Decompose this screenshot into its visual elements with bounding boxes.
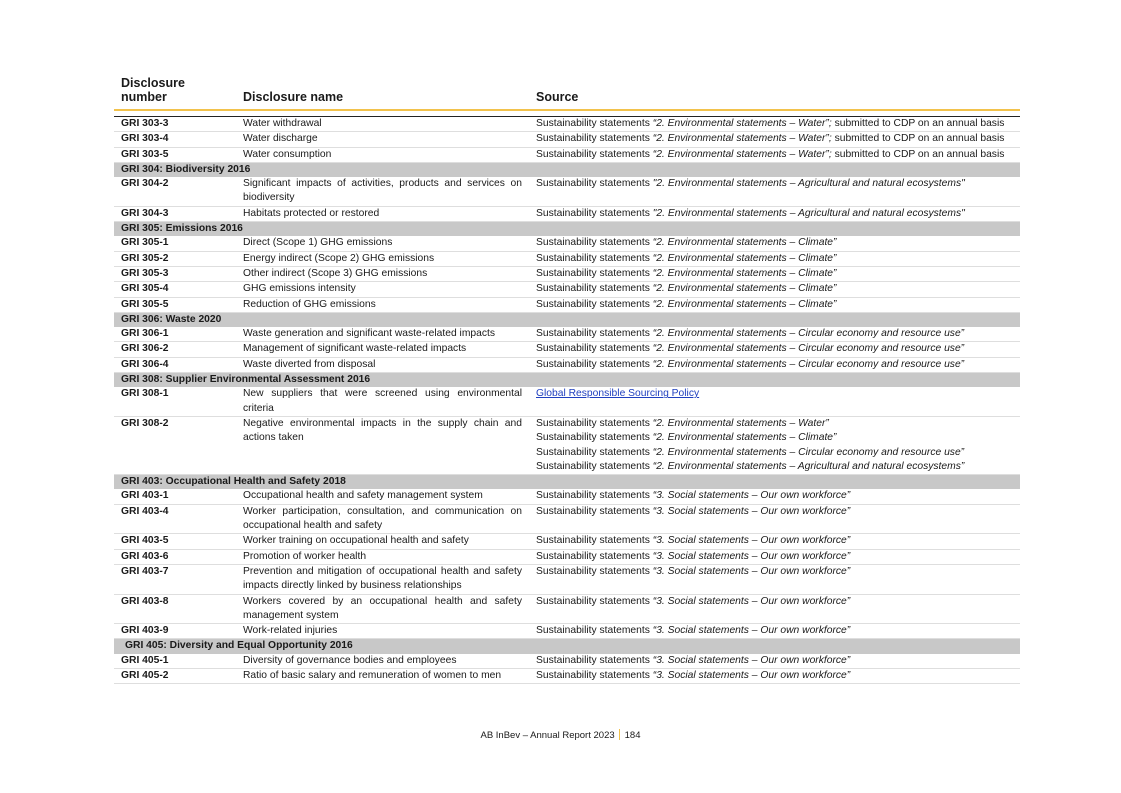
source-cell [529,668,1020,683]
header-disclosure-name: Disclosure name [236,72,529,110]
source-cell [529,654,1020,669]
gri-index-table [114,72,1020,684]
source-cell [529,117,1020,132]
source-cell [529,206,1020,221]
disclosure-name: Other indirect (Scope 3) GHG emissions [236,266,529,281]
table-body [114,110,1020,684]
source-reference: “3. Social statements – Our own workforce” [652,669,851,681]
source-cell [529,549,1020,564]
disclosure-name: Management of significant waste-related impacts [236,342,529,357]
disclosure-number: GRI 403-6 [114,549,236,564]
disclosure-number: GRI 304-2 [114,177,236,206]
source-cell [529,489,1020,504]
source-reference: “2. Environmental statements – Climate” [652,237,837,249]
section-header-row [114,373,1020,388]
source-reference: "2. Environmental statements – Agricultural and natural ecosystems" [652,207,965,219]
source-prefix: Sustainability statements [536,446,653,458]
table-row [114,668,1020,683]
table-row [114,297,1020,312]
page-footer [0,729,1121,741]
disclosure-number: GRI 305-5 [114,297,236,312]
disclosure-number: GRI 308-2 [114,416,236,474]
table-row [114,266,1020,281]
source-reference: “2. Environmental statements – Climate” [652,267,837,279]
table-row [114,549,1020,564]
source-reference: “3. Social statements – Our own workforce” [652,550,851,562]
source-cell [529,297,1020,312]
source-prefix: Sustainability statements [536,490,653,502]
source-reference: “2. Environmental statements – Water”; [652,148,832,160]
source-reference: “2. Environmental statements – Water” [652,417,829,429]
disclosure-number: GRI 304-3 [114,206,236,221]
source-cell [529,624,1020,639]
source-cell [529,177,1020,206]
table-row [114,327,1020,342]
disclosure-name: Water consumption [236,147,529,162]
disclosure-number: GRI 305-3 [114,266,236,281]
source-cell [529,236,1020,251]
section-title: GRI 304: Biodiversity 2016 [114,162,1020,177]
section-title: GRI 308: Supplier Environmental Assessment 2016 [114,373,1020,388]
disclosure-number: GRI 306-1 [114,327,236,342]
disclosure-name: Ratio of basic salary and remuneration of women to men [236,668,529,683]
source-prefix: Sustainability statements [536,654,653,666]
disclosure-name: Promotion of worker health [236,549,529,564]
disclosure-name: Worker training on occupational health and safety [236,534,529,549]
source-prefix: Sustainability statements [536,358,653,370]
disclosure-number: GRI 403-9 [114,624,236,639]
section-title: GRI 405: Diversity and Equal Opportunity 2016 [114,639,1020,654]
disclosure-name: Significant impacts of activities, products and services on biodiversity [236,177,529,206]
source-prefix: Sustainability statements [536,267,653,279]
source-reference: “2. Environmental statements – Climate” [652,252,837,264]
disclosure-number: GRI 403-5 [114,534,236,549]
table-row [114,282,1020,297]
disclosure-name: Energy indirect (Scope 2) GHG emissions [236,251,529,266]
source-prefix: Sustainability statements [536,207,653,219]
table-row [114,489,1020,504]
disclosure-number: GRI 403-1 [114,489,236,504]
source-cell [529,342,1020,357]
disclosure-number: GRI 305-2 [114,251,236,266]
source-reference: “3. Social statements – Our own workforce” [652,595,851,607]
source-prefix: Sustainability statements [536,237,653,249]
disclosure-name: Water discharge [236,132,529,147]
source-reference: “3. Social statements – Our own workforce” [652,535,851,547]
table-row [114,117,1020,132]
source-prefix: Sustainability statements [536,535,653,547]
disclosure-number: GRI 305-1 [114,236,236,251]
source-suffix: submitted to CDP on an annual basis [831,133,1005,145]
source-cell [529,594,1020,624]
source-cell [529,387,1020,416]
disclosure-number: GRI 403-8 [114,594,236,624]
source-reference: “2. Environmental statements – Circular economy and resource use” [652,446,965,458]
source-reference: “3. Social statements – Our own workforce” [652,654,851,666]
disclosure-number: GRI 308-1 [114,387,236,416]
source-line [536,431,1013,445]
source-reference: “2. Environmental statements – Climate” [652,432,837,444]
disclosure-number: GRI 403-7 [114,564,236,594]
source-prefix: Sustainability statements [536,565,653,577]
table-row [114,251,1020,266]
source-prefix: Sustainability statements [536,328,653,340]
source-reference: “3. Social statements – Our own workforce” [652,565,851,577]
table-row [114,654,1020,669]
source-reference: “2. Environmental statements – Circular economy and resource use” [652,343,965,355]
source-cell [529,564,1020,594]
disclosure-name: Water withdrawal [236,117,529,132]
source-prefix: Sustainability statements [536,133,653,145]
source-prefix: Sustainability statements [536,343,653,355]
table-row [114,594,1020,624]
table-row [114,387,1020,416]
source-reference: “2. Environmental statements – Climate” [652,283,837,295]
source-cell [529,534,1020,549]
source-prefix: Sustainability statements [536,432,653,444]
source-prefix: Sustainability statements [536,178,653,190]
disclosure-number: GRI 405-2 [114,668,236,683]
table-row [114,357,1020,372]
section-header-row [114,475,1020,490]
section-header-row [114,312,1020,327]
source-prefix: Sustainability statements [536,505,653,517]
source-cell [529,327,1020,342]
source-line [536,446,1013,460]
footer-separator [619,729,620,740]
section-header-row [114,222,1020,237]
source-prefix: Sustainability statements [536,252,653,264]
disclosure-number: GRI 405-1 [114,654,236,669]
table-row [114,504,1020,534]
disclosure-name: Occupational health and safety management system [236,489,529,504]
source-prefix: Sustainability statements [536,550,653,562]
table-row [114,624,1020,639]
disclosure-number: GRI 303-5 [114,147,236,162]
table-row [114,132,1020,147]
source-line [536,417,1013,431]
source-cell [529,251,1020,266]
source-prefix: Sustainability statements [536,625,653,637]
source-cell [529,147,1020,162]
section-title: GRI 305: Emissions 2016 [114,222,1020,237]
source-prefix: Sustainability statements [536,283,653,295]
disclosure-name: Diversity of governance bodies and employees [236,654,529,669]
source-reference: “3. Social statements – Our own workforce” [652,625,851,637]
section-header-row [114,639,1020,654]
table-row [114,177,1020,206]
source-cell [529,266,1020,281]
source-prefix: Sustainability statements [536,669,653,681]
source-reference: “3. Social statements – Our own workforce” [652,490,851,502]
table-header-row [114,72,1020,110]
table-row [114,206,1020,221]
source-line [536,460,1013,474]
table-row [114,534,1020,549]
disclosure-name: Workers covered by an occupational health and safety management system [236,594,529,624]
source-prefix: Sustainability statements [536,460,653,472]
disclosure-number: GRI 306-2 [114,342,236,357]
source-cell [529,357,1020,372]
disclosure-name: Habitats protected or restored [236,206,529,221]
source-reference: “2. Environmental statements – Circular economy and resource use” [652,358,965,370]
disclosure-number: GRI 305-4 [114,282,236,297]
section-header-row [114,162,1020,177]
source-prefix: Sustainability statements [536,595,653,607]
table-row [114,416,1020,474]
source-reference: “2. Environmental statements – Water”; [652,133,832,145]
disclosure-name: Reduction of GHG emissions [236,297,529,312]
header-source: Source [529,72,1020,110]
table-row [114,147,1020,162]
disclosure-number: GRI 303-3 [114,117,236,132]
disclosure-name: Worker participation, consultation, and communication on occupational health and safety [236,504,529,534]
table-row [114,564,1020,594]
source-cell [529,504,1020,534]
source-reference: “2. Environmental statements – Water”; [652,118,832,129]
source-reference: “2. Environmental statements – Climate” [652,298,837,310]
disclosure-name: GHG emissions intensity [236,282,529,297]
disclosure-name: Negative environmental impacts in the supply chain and actions taken [236,416,529,474]
section-title: GRI 306: Waste 2020 [114,312,1020,327]
header-disclosure-number: Disclosure number [114,72,236,110]
disclosure-name: Work-related injuries [236,624,529,639]
source-suffix: submitted to CDP on an annual basis [831,148,1005,160]
source-reference: “3. Social statements – Our own workforce” [652,505,851,517]
source-cell [529,132,1020,147]
disclosure-number: GRI 303-4 [114,132,236,147]
policy-link[interactable]: Global Responsible Sourcing Policy [536,388,700,400]
table-row [114,236,1020,251]
source-reference: “2. Environmental statements – Circular economy and resource use” [652,328,965,340]
footer-report-title: AB InBev – Annual Report 2023 [480,730,615,741]
disclosure-name: Direct (Scope 1) GHG emissions [236,236,529,251]
disclosure-name: New suppliers that were screened using environmental criteria [236,387,529,416]
disclosure-name: Waste diverted from disposal [236,357,529,372]
source-suffix: submitted to CDP on an annual basis [831,118,1005,129]
page-number: 184 [624,730,641,741]
source-prefix: Sustainability statements [536,148,653,160]
source-prefix: Sustainability statements [536,298,653,310]
disclosure-number: GRI 306-4 [114,357,236,372]
disclosure-name: Waste generation and significant waste-related impacts [236,327,529,342]
source-cell [529,282,1020,297]
source-prefix: Sustainability statements [536,417,653,429]
table-row [114,342,1020,357]
section-title: GRI 403: Occupational Health and Safety 2018 [114,475,1020,490]
source-cell [529,416,1020,474]
source-reference: "2. Environmental statements – Agricultural and natural ecosystems" [652,178,965,190]
disclosure-name: Prevention and mitigation of occupational health and safety impacts directly linked by business relationships [236,564,529,594]
source-prefix: Sustainability statements [536,118,653,129]
source-reference: “2. Environmental statements – Agricultural and natural ecosystems” [652,460,965,472]
disclosure-number: GRI 403-4 [114,504,236,534]
